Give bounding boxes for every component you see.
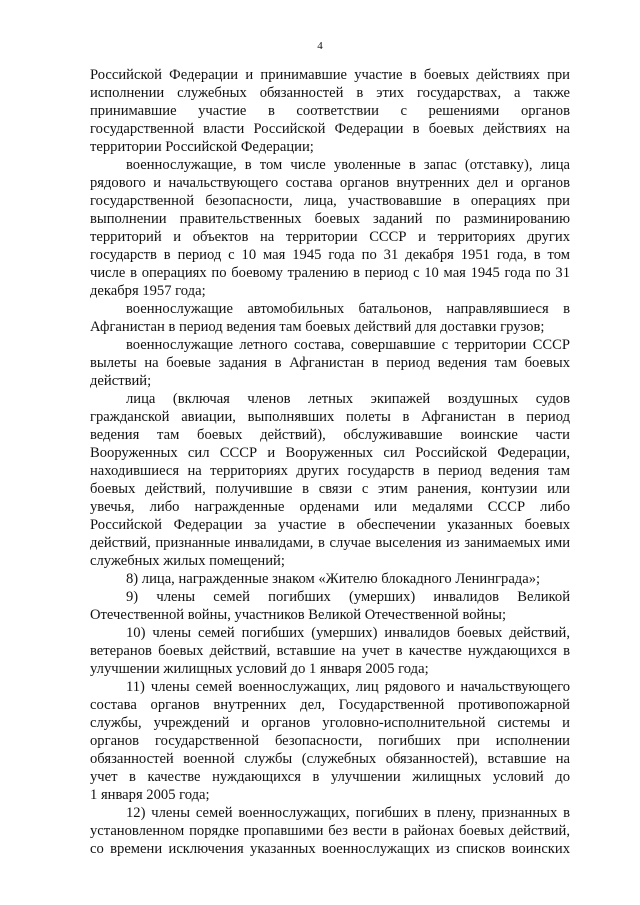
text-line: действий, признанные инвалидами, в случае выселения из занимаемых ими (90, 535, 570, 551)
text-line: состава органов внутренних дел, Государственной противопожарной (90, 697, 570, 713)
text-line: 11) члены семей военнослужащих, лиц рядового и начальствующего (126, 679, 570, 695)
text-line: числе в операциях по боевому тралению в период с 10 мая 1945 года по 31 (90, 265, 570, 281)
text-line: декабря 1957 года; (90, 283, 206, 299)
text-line: со времени исключения указанных военнослужащих из списков воинских (90, 841, 570, 857)
text-line: боевых действий, получившие в связи с этим ранения, контузии или (90, 481, 570, 497)
text-line: ведения там боевых действий), обслуживавшие воинские части (90, 427, 570, 443)
text-line: ветеранов боевых действий, вставшие на учет в качестве нуждающихся в (90, 643, 570, 659)
text-line: 9) члены семей погибших (умерших) инвалидов Великой (126, 589, 570, 605)
text-line: учет в качестве нуждающихся в улучшении жилищных условий до (90, 769, 570, 785)
text-line: Российской Федерации и принимавшие участие в боевых действиях при (90, 67, 570, 83)
text-line: Вооруженных сил СССР и Вооруженных сил Российской Федерации, (90, 445, 570, 461)
text-line: территорий и объектов на территории СССР и территориях других (90, 229, 570, 245)
text-line: служебных жилых помещений; (90, 553, 285, 569)
text-line: находившиеся на территориях других государств в период ведения там (90, 463, 570, 479)
text-line: Российской Федерации за участие в обеспечении указанных боевых (90, 517, 570, 533)
text-line: лица (включая членов летных экипажей воздушных судов (126, 391, 570, 407)
text-line: военнослужащие летного состава, совершавшие с территории СССР (126, 337, 570, 353)
text-line: установленном порядке пропавшими без вести в районах боевых действий, (90, 823, 570, 839)
text-line: 1 января 2005 года; (90, 787, 210, 803)
text-line: 8) лица, награжденные знаком «Жителю блокадного Ленинграда»; (126, 571, 541, 587)
text-line: государств в период с 10 мая 1945 года по 31 декабря 1951 года, в том (90, 247, 570, 263)
text-line: Афганистан в период ведения там боевых действий для доставки грузов; (90, 319, 545, 335)
text-line: рядового и начальствующего состава органов внутренних дел и органов (90, 175, 570, 191)
text-line: выполнении правительственных боевых заданий по разминированию (90, 211, 570, 227)
text-line: увечья, либо награжденные орденами или медалями СССР либо (90, 499, 570, 515)
text-line: вылеты на боевые задания в Афганистан в период ведения там боевых (90, 355, 570, 371)
text-line: 10) члены семей погибших (умерших) инвалидов боевых действий, (126, 625, 570, 641)
text-line: гражданской авиации, выполнявших полеты в Афганистан в период (90, 409, 570, 425)
text-line: службы, учреждений и органов уголовно-исполнительной системы и (90, 715, 570, 731)
text-line: государственной безопасности, лица, участвовавшие в операциях при (90, 193, 570, 209)
text-line: 12) члены семей военнослужащих, погибших в плену, признанных в (126, 805, 570, 821)
text-line: органов государственной безопасности, погибших при исполнении (90, 733, 570, 749)
text-line: исполнении служебных обязанностей в этих государствах, а также (90, 85, 570, 101)
text-line: Отечественной войны, участников Великой Отечественной войны; (90, 607, 507, 623)
text-line: военнослужащие автомобильных батальонов, направлявшиеся в (126, 301, 570, 317)
text-line: военнослужащие, в том числе уволенные в запас (отставку), лица (126, 157, 570, 173)
text-line: государственной власти Российской Федерации в боевых действиях на (90, 121, 570, 137)
text-line: улучшении жилищных условий до 1 января 2005 года; (90, 661, 429, 677)
text-line: действий; (90, 373, 152, 389)
text-line: обязанностей военной службы (служебных обязанностей), вставшие на (90, 751, 570, 767)
page-number: 4 (317, 40, 323, 52)
text-line: принимавшие участие в соответствии с решениями органов (90, 103, 570, 119)
text-line: территории Российской Федерации; (90, 139, 314, 155)
